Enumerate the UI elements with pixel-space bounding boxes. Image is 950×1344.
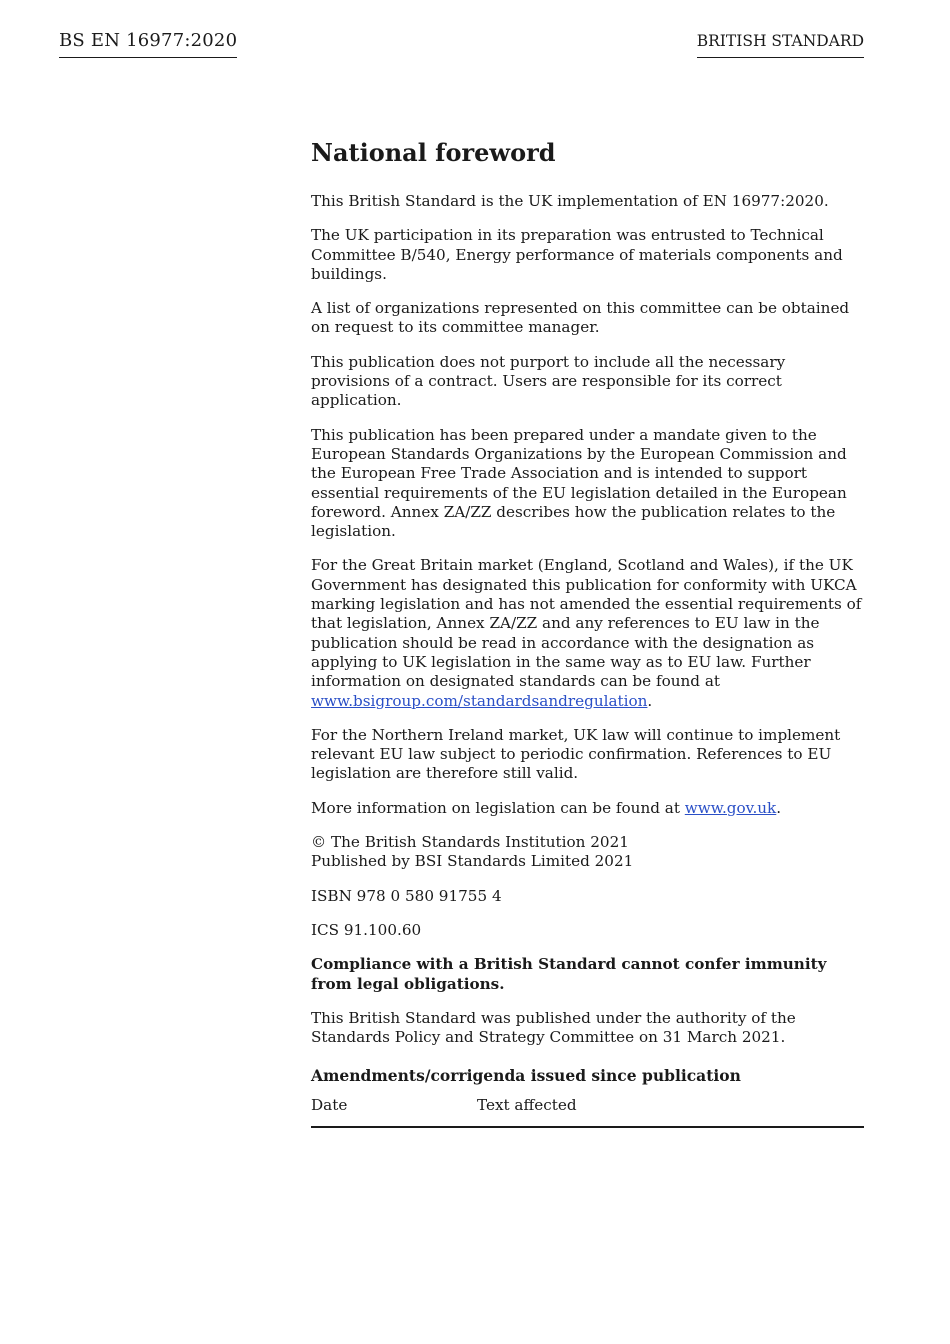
isbn: ISBN 978 0 580 91755 4	[311, 886, 502, 905]
national-foreword-section	[311, 138, 864, 1128]
ics-code: ICS 91.100.60	[311, 920, 422, 939]
amendments-table-header	[311, 1096, 864, 1128]
authority-statement: This British Standard was published under the authority of the Standards Policy and Strategy Committee on 31 March 2021.	[311, 1008, 796, 1047]
paragraph-northern-ireland: For the Northern Ireland market, UK law will continue to implement relevant EU law subject to periodic confirmation. References to EU legislation are therefore still valid.	[311, 725, 841, 783]
gov-uk-link[interactable]: www.gov.uk	[684, 798, 777, 817]
amendments-text-column: Text affected	[477, 1096, 577, 1115]
paragraph-legislation-info	[311, 799, 864, 818]
copyright-block	[311, 833, 864, 872]
copyright-line: © The British Standards Institution 2021	[311, 833, 629, 852]
paragraph-mandate: This publication has been prepared under a mandate given to the European Standards Organizations by the European Commission and the European Free Trade Association and is intended to support essential requirements of the EU legislation detailed in the European foreword. Annex ZA/ZZ describes how the publication relates to the legislation.	[311, 425, 847, 541]
page-title: National foreword	[311, 138, 556, 167]
header-document-type: BRITISH STANDARD	[697, 32, 864, 58]
paragraph-implementation: This British Standard is the UK implementation of EN 16977:2020.	[311, 192, 829, 210]
header-document-id: BS EN 16977:2020	[59, 31, 237, 58]
paragraph-organizations: A list of organizations represented on this committee can be obtained on request to its committee manager.	[311, 299, 850, 337]
paragraph-great-britain-text: For the Great Britain market (England, Scotland and Wales), if the UK Government has designated this publication for conformity with UKCA marking legislation and has not amended the essential requirements of that legislation, Annex ZA/ZZ and any references to EU law in the publication should be read in accordance with the designation as applying to UK legislation in the same way as to EU law. Further information on designated standards can be found at	[311, 556, 862, 691]
paragraph-great-britain-end: .	[647, 691, 653, 710]
amendments-date-column: Date	[311, 1096, 348, 1115]
publisher-line: Published by BSI Standards Limited 2021	[311, 852, 634, 871]
paragraph-committee: The UK participation in its preparation was entrusted to Technical Committee B/540, Energy performance of materials components and buildings.	[311, 226, 843, 283]
paragraph-provisions: This publication does not purport to include all the necessary provisions of a contract. Users are responsible for its correct application.	[311, 352, 786, 410]
paragraph-legislation-text: More information on legislation can be found at	[311, 798, 685, 817]
paragraph-great-britain	[311, 556, 864, 710]
paragraph-legislation-end: .	[776, 798, 782, 817]
bsigroup-link[interactable]: www.bsigroup.com/standardsandregulation	[311, 691, 648, 710]
amendments-title: Amendments/corrigenda issued since publication	[311, 1066, 741, 1086]
compliance-notice: Compliance with a British Standard cannot confer immunity from legal obligations.	[311, 955, 827, 993]
